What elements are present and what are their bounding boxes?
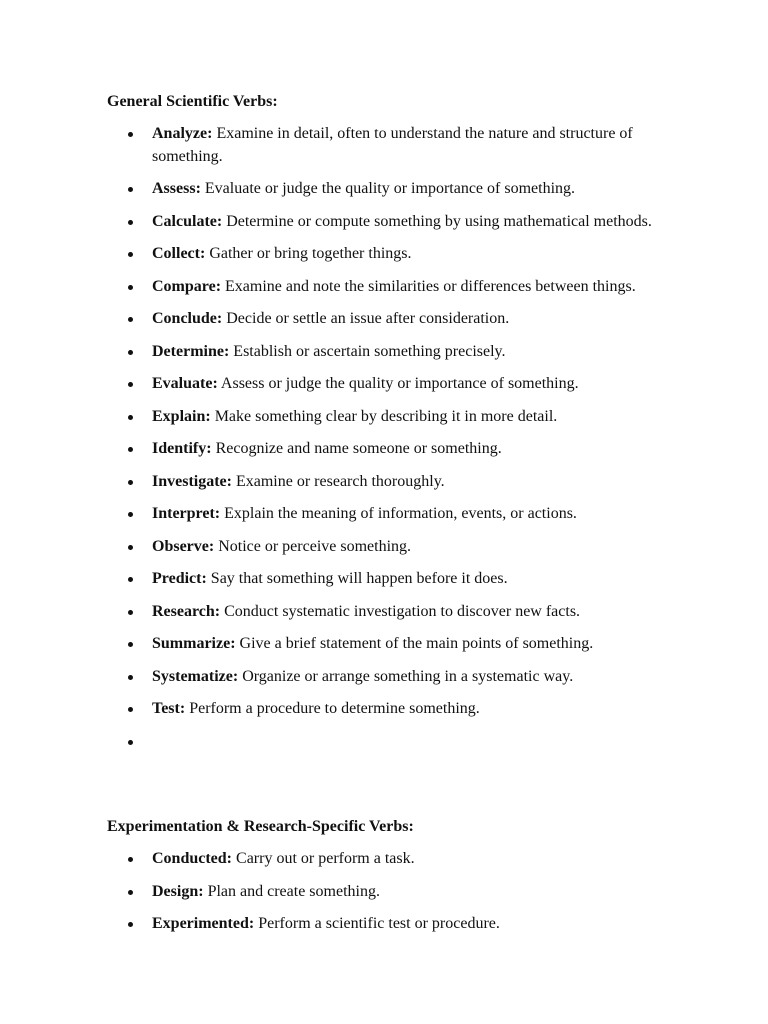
list-item — [0, 308, 768, 331]
verb-term: Summarize: — [152, 635, 236, 652]
empty-list-item — [0, 731, 768, 754]
verb-definition: Gather or bring together things. — [209, 245, 412, 262]
verb-term: Investigate: — [152, 472, 232, 490]
verb-definition: Organize or arrange something in a systematic way. — [242, 667, 574, 685]
verb-definition: Establish or ascertain something precisely. — [233, 342, 506, 360]
verb-definition: Determine or compute something by using mathematical methods. — [226, 212, 652, 230]
general-verbs-list — [0, 123, 768, 763]
verb-term: Design: — [152, 882, 204, 900]
verb-definition: Make something clear by describing it in more detail. — [214, 407, 558, 425]
verb-definition: Assess or judge the quality or importance of something. — [220, 375, 579, 392]
list-item — [0, 341, 768, 364]
verb-term: Research: — [152, 602, 221, 620]
verb-definition: Give a brief statement of the main points of something. — [239, 635, 594, 652]
verb-definition: Conduct systematic investigation to discover new facts. — [224, 602, 581, 620]
verb-definition: Examine in detail, often to understand the nature and structure of something. — [152, 125, 633, 165]
section-heading-experimentation: Experimentation & Research-Specific Verbs: — [107, 818, 414, 835]
verb-term: Evaluate: — [152, 375, 218, 392]
experimentation-verbs-list — [0, 848, 768, 946]
list-item — [0, 848, 768, 871]
verb-term: Identify: — [152, 440, 212, 457]
verb-term: Collect: — [152, 245, 206, 262]
verb-term: Systematize: — [152, 667, 239, 685]
verb-definition: Examine or research thoroughly. — [235, 472, 445, 490]
verb-definition: Perform a scientific test or procedure. — [258, 915, 500, 932]
verb-term: Predict: — [152, 570, 207, 587]
verb-term: Observe: — [152, 537, 215, 555]
verb-term: Conclude: — [152, 310, 223, 327]
verb-definition: Perform a procedure to determine something. — [189, 700, 480, 717]
verb-term: Explain: — [152, 407, 211, 425]
list-item — [0, 666, 768, 689]
list-item — [0, 243, 768, 266]
verb-term: Calculate: — [152, 212, 223, 230]
list-item — [0, 373, 768, 396]
verb-definition: Notice or perceive something. — [218, 537, 412, 555]
verb-definition: Examine and note the similarities or differences between things. — [225, 277, 636, 295]
verb-definition: Decide or settle an issue after consideration. — [226, 310, 510, 327]
verb-term: Conducted: — [152, 850, 233, 867]
list-item — [0, 568, 768, 591]
verb-term: Determine: — [152, 342, 230, 360]
list-item — [0, 601, 768, 624]
verb-definition: Say that something will happen before it does. — [210, 570, 508, 587]
verb-term: Analyze: — [152, 125, 213, 142]
list-item — [0, 438, 768, 461]
list-item — [0, 503, 768, 526]
list-item — [0, 123, 768, 168]
list-item — [0, 536, 768, 559]
section-heading-general: General Scientific Verbs: — [107, 93, 278, 110]
list-item — [0, 633, 768, 656]
verb-term: Assess: — [152, 180, 201, 197]
verb-definition: Explain the meaning of information, events, or actions. — [224, 505, 577, 522]
verb-term: Compare: — [152, 277, 222, 295]
verb-term: Interpret: — [152, 505, 221, 522]
list-item — [0, 471, 768, 494]
list-item — [0, 211, 768, 234]
list-item — [0, 276, 768, 299]
verb-term: Test: — [152, 700, 186, 717]
verb-definition: Carry out or perform a task. — [236, 850, 415, 867]
list-item — [0, 698, 768, 721]
list-item — [0, 881, 768, 904]
verb-definition: Evaluate or judge the quality or importance of something. — [204, 180, 576, 197]
list-item — [0, 178, 768, 201]
list-item — [0, 406, 768, 429]
verb-definition: Plan and create something. — [207, 882, 380, 900]
verb-definition: Recognize and name someone or something. — [215, 440, 502, 457]
list-item — [0, 913, 768, 936]
verb-term: Experimented: — [152, 915, 255, 932]
